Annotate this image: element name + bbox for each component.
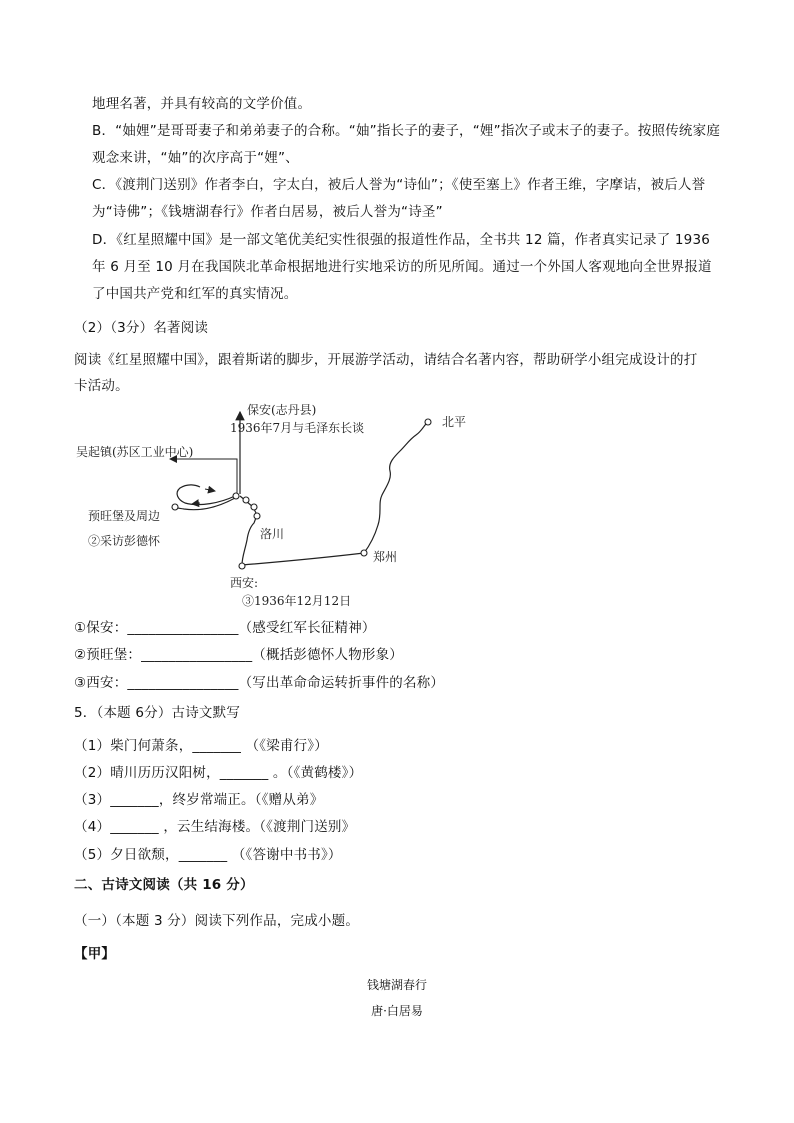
- passage-jia-label: 【甲】: [74, 946, 116, 962]
- station-beiping-dot: [425, 419, 431, 425]
- question-5-title: 5．（本题 6分）古诗文默写: [74, 705, 241, 721]
- map-label-yuwang-1: 预旺堡及周边: [88, 509, 161, 523]
- question-5-item-4: （4）_______ ，云生结海楼。（《渡荆门送别》: [74, 819, 356, 835]
- map-label-baoan-2: 1936年7月与毛泽东长谈: [230, 421, 365, 435]
- map-label-wuqi: 吴起镇(苏区工业中心): [76, 445, 194, 459]
- option-d-line-1: D．《红星照耀中国》是一部文笔优美纪实性很强的报道性作品，全书共 12 篇，作者真实记录了 1936: [92, 232, 711, 248]
- route-to-yuwang: [177, 485, 235, 505]
- question-5-item-5: （5）夕日欲颓，_______ （《答谢中书书》）: [74, 847, 342, 863]
- station-zhengzhou-dot: [361, 550, 367, 556]
- poem-author: 唐·白居易: [371, 1004, 423, 1018]
- question-5-item-2: （2）晴川历历汉阳树，_______ 。（《黄鹤楼》）: [74, 765, 363, 781]
- option-d-line-3: 了中国共产党和红军的真实情况。: [92, 286, 298, 302]
- option-d-line-2: 年 6 月至 10 月在我国陕北革命根据地进行实地采访的所见所闻。通过一个外国人客观地向全世界报道: [92, 259, 712, 275]
- station-yuwang-dot: [172, 504, 178, 510]
- map-label-yuwang-2: ②采访彭德怀: [88, 534, 161, 548]
- option-a-tail: 地理名著，并具有较高的文学价值。: [92, 96, 312, 112]
- map-label-baoan-1: 保安(志丹县): [247, 403, 317, 417]
- map-label-xian-2: ③1936年12月12日: [242, 594, 352, 608]
- poem-title: 钱塘湖春行: [366, 978, 427, 992]
- question-5-item-3: （3）_______，终岁常端正。（《赠从弟》: [74, 792, 324, 808]
- route-to-wuqi: [206, 459, 237, 494]
- station-baoan-dot: [233, 493, 239, 499]
- option-c-line-1: C．《渡荆门送别》作者李白，字太白，被后人誉为“诗仙”；《使至塞上》作者王维，字摩诘，被后人誉: [92, 177, 706, 193]
- map-label-xian-1: 西安:: [230, 576, 259, 590]
- question-5-item-1: （1）柴门何萧条，_______ （《梁甫行》）: [74, 738, 328, 754]
- map-label-luochuan: 洛川: [260, 527, 285, 541]
- station-xian-dot: [239, 563, 245, 569]
- map-label-beiping: 北平: [442, 415, 467, 429]
- section-2-title: 二、古诗文阅读（共 16 分）: [74, 877, 254, 893]
- question-2-title: （2）（3分）名著阅读: [74, 320, 209, 336]
- map-label-zhengzhou: 郑州: [373, 550, 398, 564]
- option-c-line-2: 为“诗佛”；《钱塘湖春行》作者白居易，被后人誉为“诗圣”: [92, 204, 443, 220]
- question-2-text-line-1: 阅读《红星照耀中国》，跟着斯诺的脚步，开展游学活动，请结合名著内容，帮助研学小组完成设计的打: [74, 352, 698, 368]
- route-zhengzhou-beiping: [364, 422, 428, 553]
- option-b-line-1: B．“妯娌”是哥哥妻子和弟弟妻子的合称。“妯”指长子的妻子，“娌”指次子或末子的妻子。按照传统家庭: [92, 123, 721, 139]
- question-2-blank-1: ①保安：________________（感受红军长征精神）: [74, 620, 376, 636]
- route-xian-zhengzhou: [242, 553, 364, 565]
- snow-route-map: [60, 395, 480, 615]
- subsection-1-title: （一）（本题 3 分）阅读下列作品，完成小题。: [74, 913, 360, 929]
- question-2-blank-2: ②预旺堡：________________（概括彭德怀人物形象）: [74, 647, 404, 663]
- question-2-text-line-2: 卡活动。: [74, 378, 129, 394]
- option-b-line-2: 观念来讲，“妯”的次序高于“娌”、: [92, 150, 299, 166]
- question-2-blank-3: ③西安：________________（写出革命命运转折事件的名称）: [74, 675, 445, 691]
